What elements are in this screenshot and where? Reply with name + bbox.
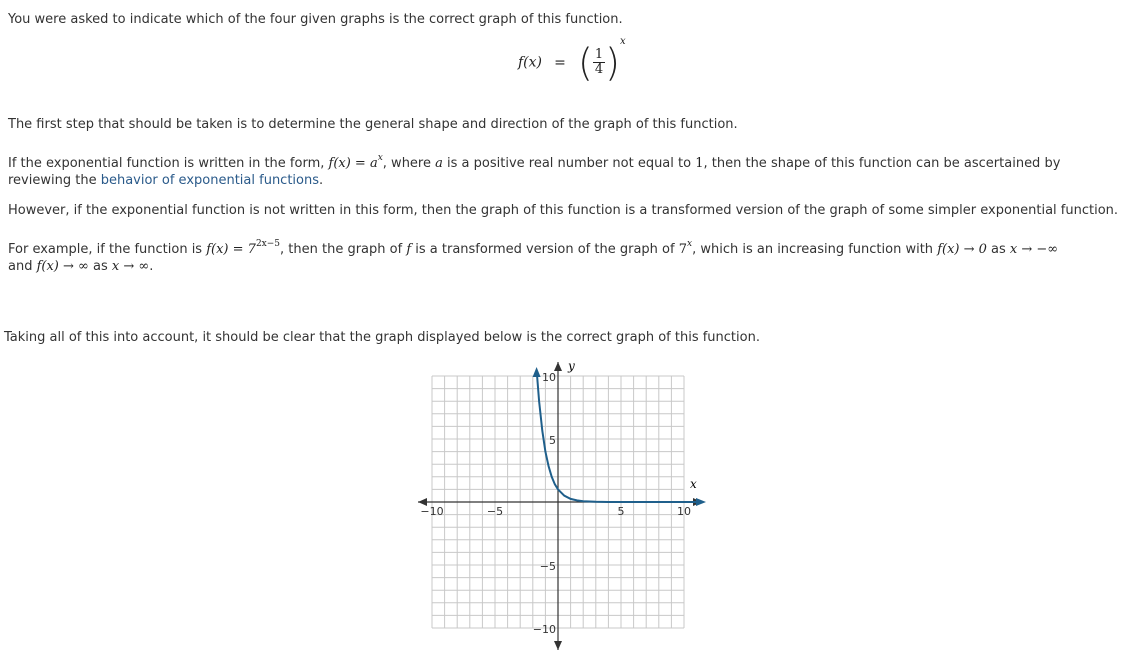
y-axis-arrow-up	[554, 362, 562, 371]
para4-t1: For example, if the function is	[8, 242, 207, 257]
para2-t4: , then the shape of this function can be ascertained by	[703, 156, 1061, 171]
function-graph	[410, 358, 710, 658]
para2-t1: If the exponential function is written in the form,	[8, 156, 329, 171]
y-tick-label: −5	[539, 560, 556, 573]
intro-text: You were asked to indicate which of the four given graphs is the correct graph of this function.	[8, 12, 623, 27]
y-axis-arrow-down	[554, 641, 562, 650]
y-axis-label: y	[568, 359, 575, 373]
conclusion-text: Taking all of this into account, it should be clear that the graph displayed below is the correct graph of this function.	[4, 330, 760, 345]
para4-t4: , which is an increasing function with	[692, 242, 938, 257]
y-tick-label: 10	[542, 371, 556, 384]
para4-func-exp: 2x−5	[255, 239, 281, 249]
para4-lim2: x → −∞	[1009, 242, 1059, 257]
y-tick-label: 5	[549, 434, 556, 447]
para4-line2	[8, 256, 153, 277]
para2-t3: is a positive real number not equal to	[442, 156, 696, 171]
para3-text: However, if the exponential function is not written in this form, then the graph of this function is a transformed version of the graph of some simpler exponential function.	[8, 203, 1119, 218]
formula-eq: =	[554, 54, 566, 71]
formula-lhs: f(x)	[518, 54, 543, 71]
x-tick-label: 5	[617, 505, 625, 518]
formula-left-paren: (	[578, 40, 593, 85]
para4-seven: 7	[678, 242, 687, 257]
y-tick-label: −10	[532, 623, 556, 636]
curve-arrow-right	[696, 498, 706, 506]
para4-t6: and	[8, 259, 37, 274]
exponential-functions-link[interactable]: behavior of exponential functions	[100, 173, 319, 188]
para4-f: f	[406, 242, 412, 257]
formula	[518, 36, 626, 86]
para4-line1	[8, 234, 1058, 260]
formula-numerator: 1	[594, 47, 604, 62]
x-axis-label: x	[690, 477, 697, 491]
formula-fraction	[593, 48, 605, 77]
formula-denominator: 4	[594, 62, 604, 77]
para2-form-exp: x	[377, 153, 383, 163]
para4-func: f(x) = 7	[206, 242, 256, 257]
para2-a: a	[435, 156, 443, 171]
para4-lim3: f(x) → ∞	[36, 259, 89, 274]
para2-form: f(x) = a	[328, 156, 378, 171]
graph-axes	[418, 362, 702, 650]
para4-t8: .	[149, 259, 154, 274]
graph-tick-labels	[420, 371, 691, 636]
curve-arrow-up	[533, 367, 541, 377]
para2-t6: .	[319, 173, 324, 188]
para2-line2	[8, 170, 323, 191]
step1-text: The first step that should be taken is to determine the general shape and direction of the graph of this function.	[8, 117, 738, 132]
x-tick-label: −10	[420, 505, 444, 518]
para4-t3: is a transformed version of the graph of	[411, 242, 679, 257]
para2-t5: reviewing the	[8, 173, 101, 188]
para4-t5: as	[986, 242, 1010, 257]
para4-seven-exp: x	[687, 239, 693, 249]
x-tick-label: 10	[677, 505, 691, 518]
formula-right-paren: )	[605, 40, 620, 85]
x-tick-label: −5	[486, 505, 504, 518]
para4-t2: , then the graph of	[280, 242, 407, 257]
para2-t2: , where	[382, 156, 436, 171]
para2-one: 1	[695, 156, 704, 171]
para4-lim4: x → ∞	[111, 259, 150, 274]
para4-t7: as	[88, 259, 112, 274]
formula-exponent: x	[619, 36, 626, 47]
para4-lim1: f(x) → 0	[937, 242, 987, 257]
